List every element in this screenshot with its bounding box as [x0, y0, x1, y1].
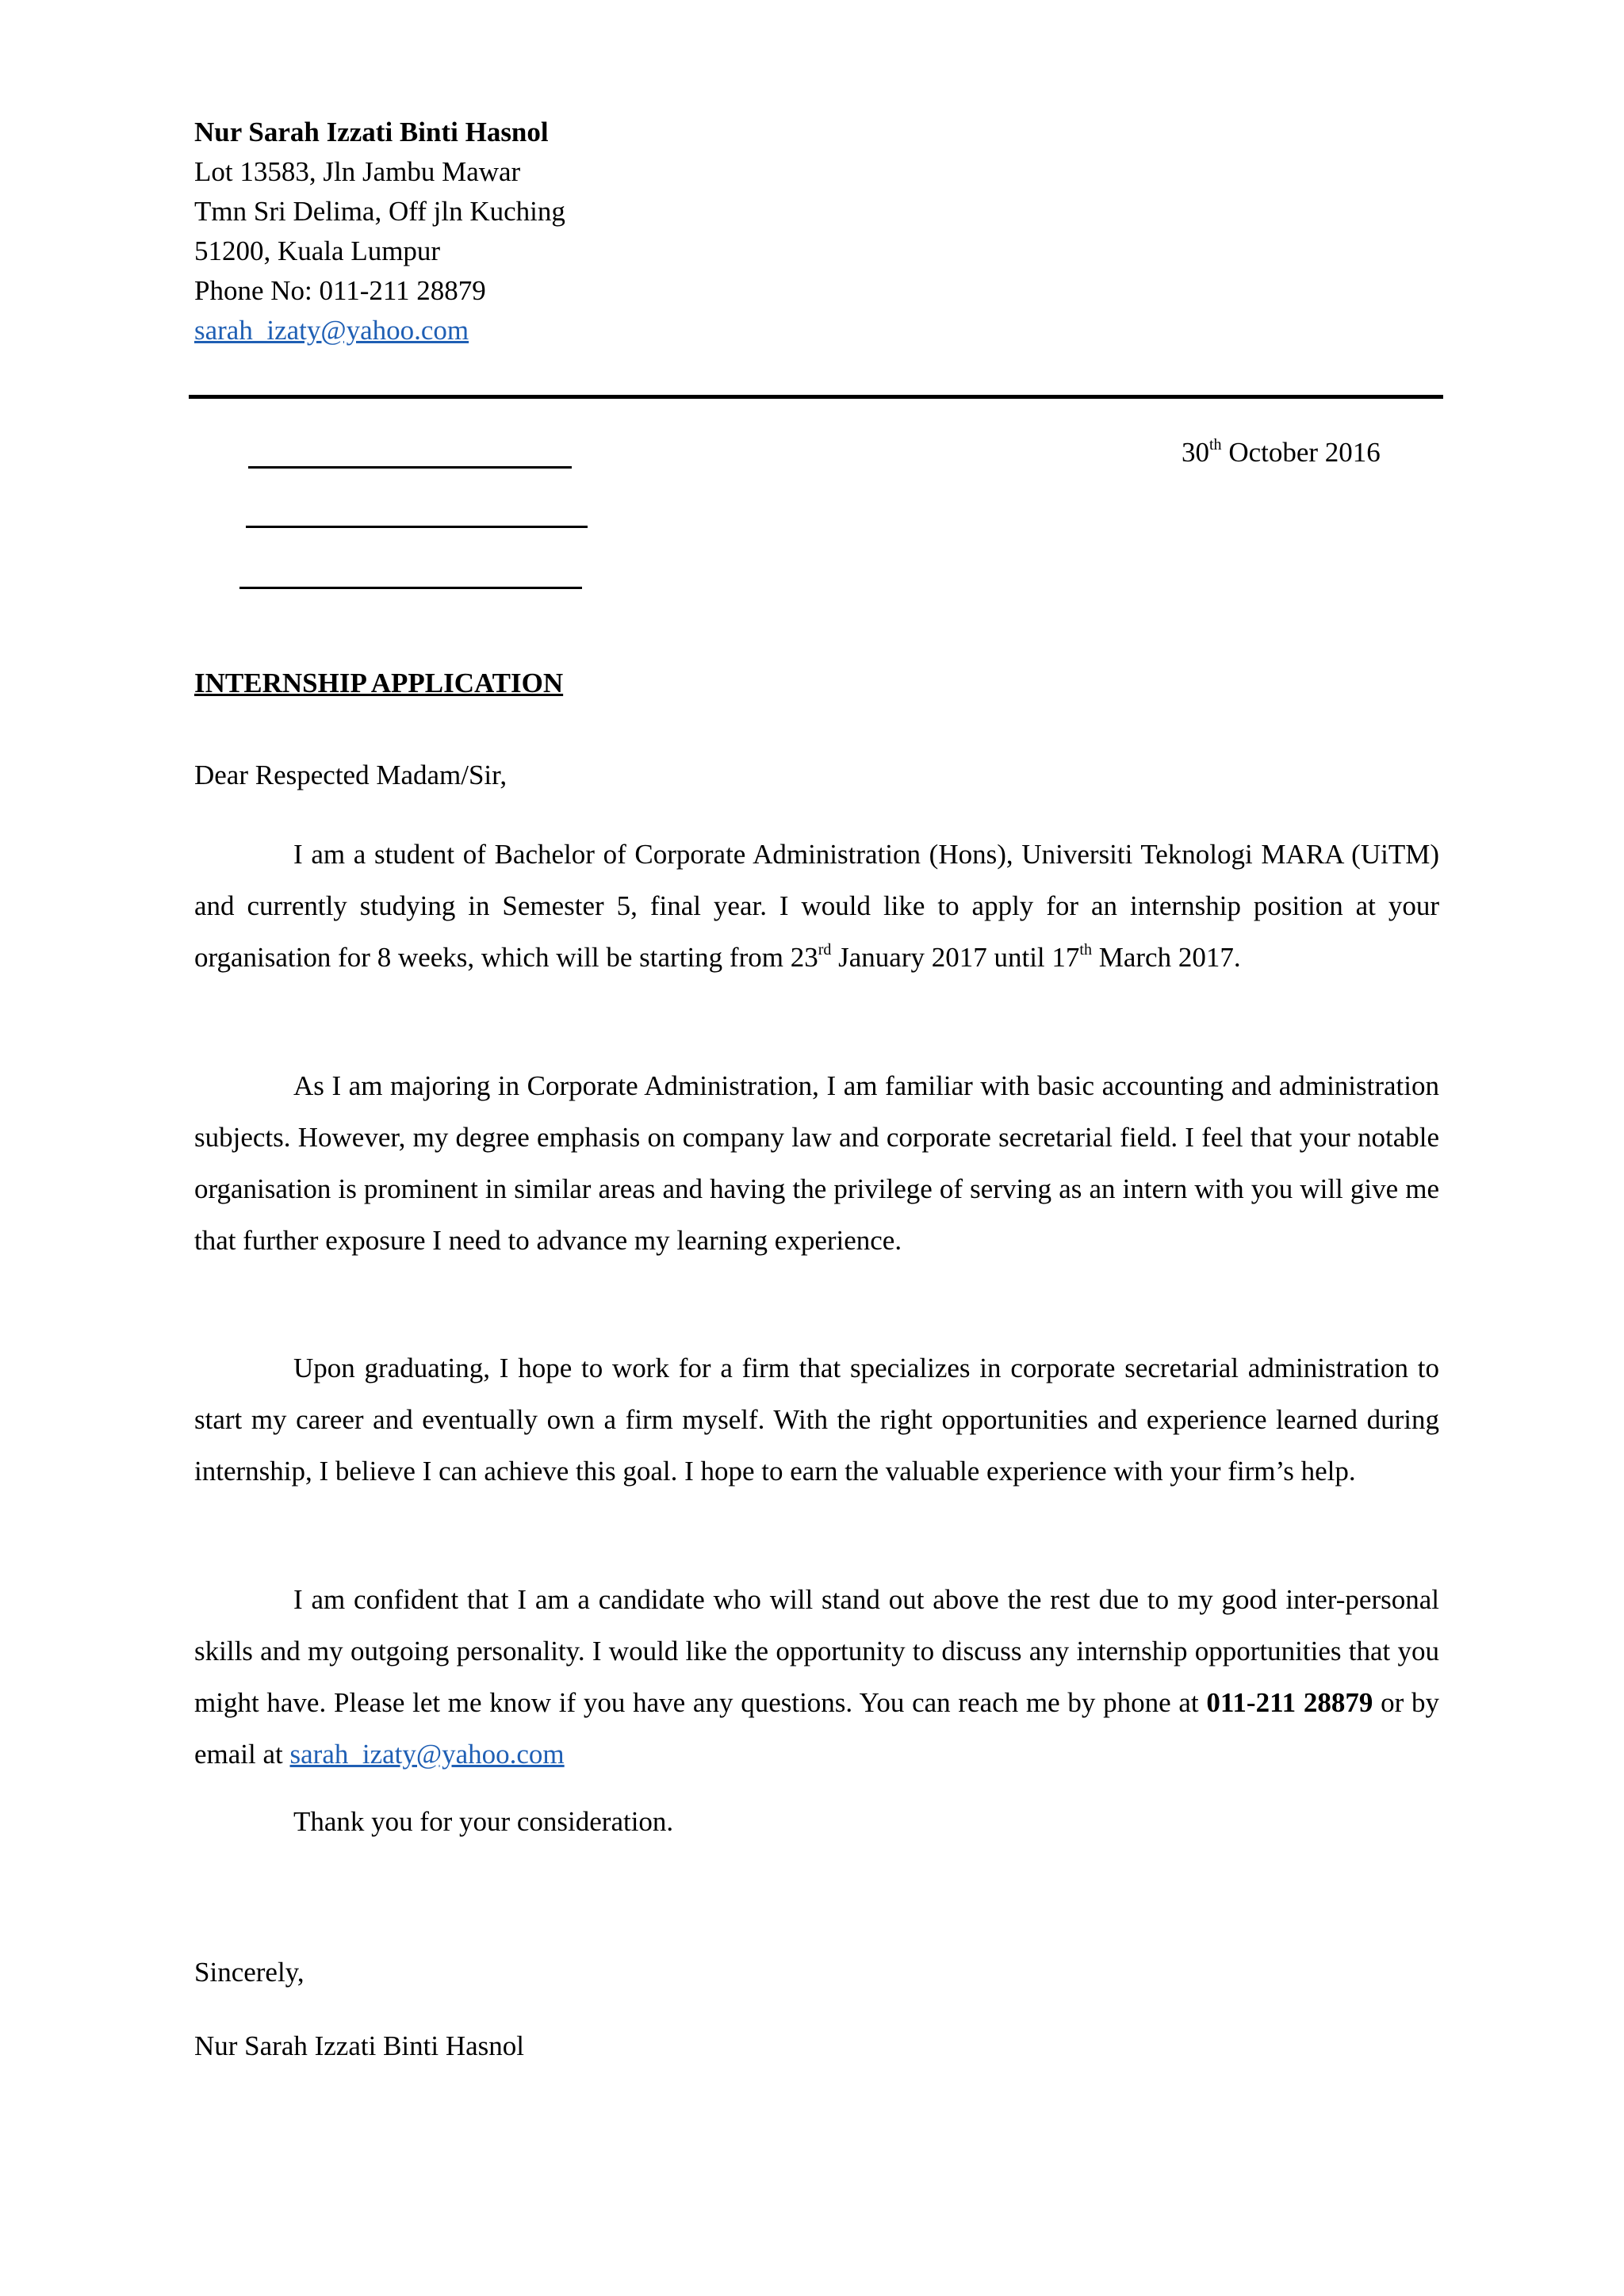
sender-address-line3: 51200, Kuala Lumpur	[194, 235, 441, 266]
signature-name: Nur Sarah Izzati Binti Hasnol	[194, 2030, 525, 2061]
sender-address-line1: Lot 13583, Jln Jambu Mawar	[194, 156, 521, 187]
thanks-line: Thank you for your consideration.	[293, 1806, 674, 1837]
contact-phone: 011-211 28879	[1206, 1687, 1373, 1718]
recipient-blank-line-1	[248, 466, 572, 469]
sender-phone: Phone No: 011-211 28879	[194, 275, 486, 306]
closing-line: Sincerely,	[194, 1957, 304, 1988]
letter-date: 30th October 2016	[1182, 436, 1381, 468]
letter-subject: INTERNSHIP APPLICATION	[194, 668, 564, 698]
body-paragraph-3: Upon graduating, I hope to work for a firm that specializes in corporate secretarial administration to start my career and eventually own a firm myself. With the right opportunities and experience learned during internship, I believe I can achieve this goal. I hope to earn the valuable experience with your firm’s help.	[194, 1353, 1439, 1487]
body-paragraph-2: As I am majoring in Corporate Administration, I am familiar with basic accounting and administration subjects. However, my degree emphasis on company law and corporate secretarial field. I feel that your notable organisation is prominent in similar areas and having the privilege of serving as an intern with you will give me that further exposure I need to advance my learning experience.	[194, 1070, 1439, 1256]
sender-email-link[interactable]: sarah_izaty@yahoo.com	[194, 315, 469, 346]
header-divider	[189, 395, 1443, 399]
body-paragraph-4: I am confident that I am a candidate who will stand out above the rest due to my good inter-personal skills and my outgoing personality. I would like the opportunity to discuss any internship opportunities that you might have. Please let me know if you have any questions. You can reach me by phone at 011-211 28879 or by email at sarah_izaty@yahoo.com	[194, 1584, 1440, 1770]
recipient-blank-line-3	[239, 587, 582, 589]
sender-address-line2: Tmn Sri Delima, Off jln Kuching	[194, 196, 565, 227]
sender-block	[194, 113, 565, 350]
salutation: Dear Respected Madam/Sir,	[194, 760, 508, 790]
body-paragraph-1: I am a student of Bachelor of Corporate Administration (Hons), Universiti Teknologi MARA (UiTM) and currently studying in Semester 5, final year. I would like to apply for an internship position at your organisation for 8 weeks, which will be starting from 23rd January 2017 until 17th March 2017.	[194, 839, 1439, 973]
contact-email-link[interactable]: sarah_izaty@yahoo.com	[289, 1739, 565, 1770]
sender-name: Nur Sarah Izzati Binti Hasnol	[194, 117, 549, 147]
recipient-blank-line-2	[246, 526, 588, 528]
